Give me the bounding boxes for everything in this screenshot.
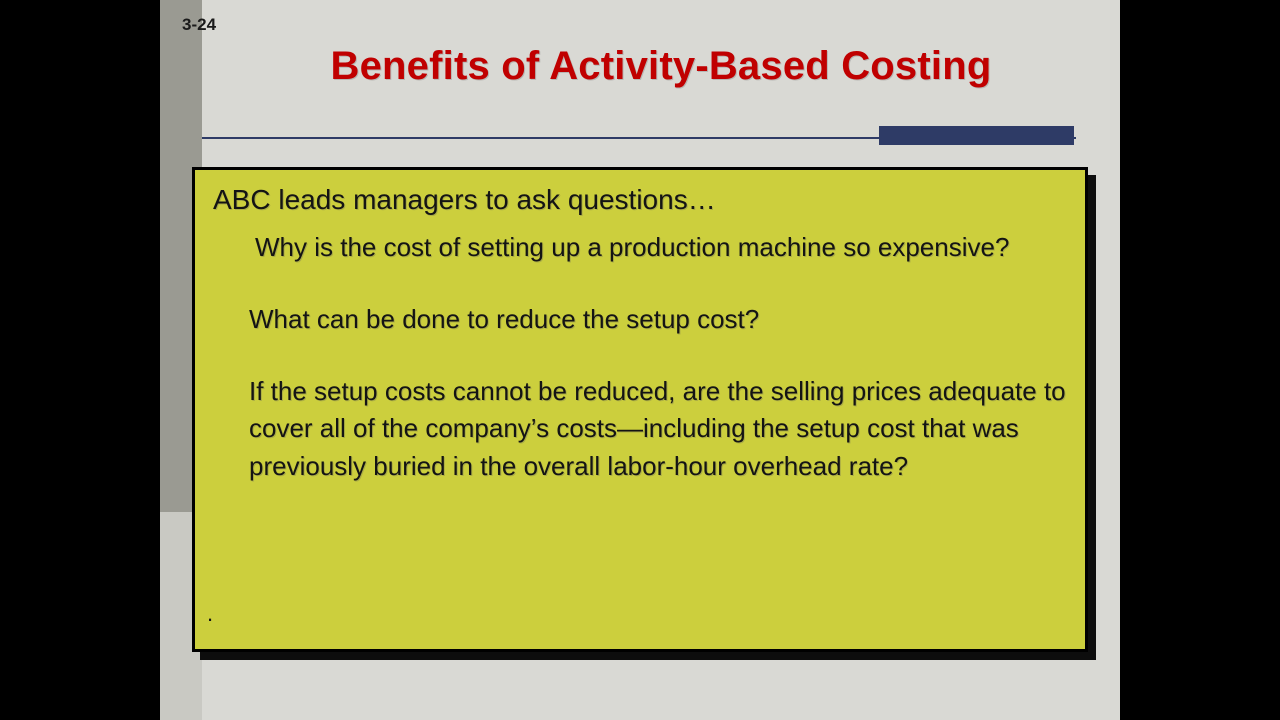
content-trailing-mark: . xyxy=(207,601,214,626)
content-box xyxy=(192,167,1088,652)
content-question-2: What can be done to reduce the setup cost? xyxy=(249,304,760,335)
content-question-3: If the setup costs cannot be reduced, are the selling prices adequate to cover all of the company’s costs—including the setup cost that was previously buried in the overall labor-hour overhead rate? xyxy=(249,375,1066,482)
page-number: 3-24 xyxy=(182,15,217,34)
content-inner xyxy=(195,170,1085,649)
content-question-1: Why is the cost of setting up a production machine so expensive? xyxy=(255,232,1010,263)
page-title: Benefits of Activity-Based Costing xyxy=(330,44,992,88)
content-lead-line: ABC leads managers to ask questions… xyxy=(213,184,716,215)
title-accent-bar xyxy=(879,126,1074,145)
